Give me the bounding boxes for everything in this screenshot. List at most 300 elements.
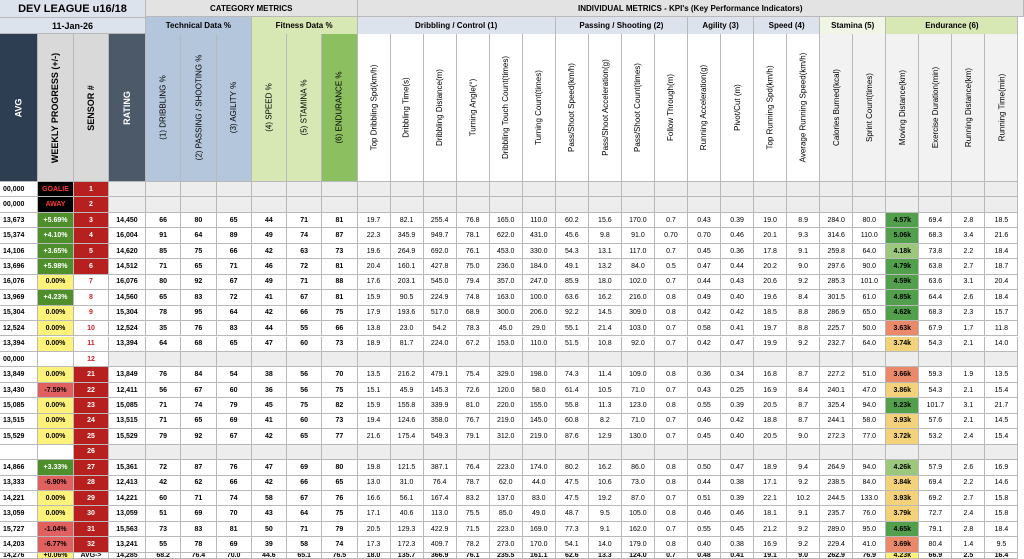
column-header-label: RATING: [122, 90, 132, 125]
weekly-progress-total: +0.06%: [38, 553, 74, 559]
kpi-value: 17.9: [358, 306, 391, 321]
kpi-value: 10.8: [589, 337, 622, 352]
kpi-average: 9.0: [787, 553, 820, 559]
kpi-value: [721, 445, 754, 460]
kpi-value: 60.8: [556, 414, 589, 429]
kpi-value: 329.0: [490, 367, 523, 382]
kpi-value: 76.4: [457, 460, 490, 475]
kpi-value: [919, 182, 952, 197]
kpi-value: 264.9: [820, 460, 853, 475]
column-header: [655, 34, 688, 182]
column-header-label: Sprint Count(times): [864, 73, 874, 142]
kpi-value: 45.0: [490, 321, 523, 336]
category-value: [252, 182, 287, 197]
kpi-value: 4.62k: [886, 306, 919, 321]
kpi-value: 44.0: [523, 476, 556, 491]
kpi-value: [688, 352, 721, 367]
kpi-value: 0.42: [721, 414, 754, 429]
kpi-average: 76.1: [457, 553, 490, 559]
column-header: [109, 34, 146, 182]
avg-arrow-label: AVG->: [74, 553, 109, 559]
kpi-value: 120.0: [490, 383, 523, 398]
kpi-value: 18.7: [985, 259, 1018, 274]
kpi-value: 8.7: [787, 367, 820, 382]
category-value: 71: [146, 414, 181, 429]
kpi-value: 3.63k: [886, 321, 919, 336]
kpi-value: 80.2: [556, 460, 589, 475]
kpi-value: [688, 197, 721, 212]
kpi-value: [655, 197, 688, 212]
rating-value: 14,620: [109, 244, 146, 259]
avg-value: 12,524: [0, 321, 38, 336]
kpi-value: 101.0: [853, 275, 886, 290]
kpi-value: 19.4: [358, 414, 391, 429]
kpi-value: 105.0: [622, 506, 655, 521]
kpi-value: 0.7: [655, 275, 688, 290]
category-value: 76: [322, 491, 357, 506]
kpi-value: 264.9: [391, 244, 424, 259]
rating-value: 16,076: [109, 275, 146, 290]
category-value: 76: [217, 460, 252, 475]
column-header-label: Average Running Speed(km/h): [798, 52, 808, 163]
category-value: 74: [287, 228, 322, 243]
category-value: 85: [146, 244, 181, 259]
category-value: 71: [146, 259, 181, 274]
kpi-value: [523, 197, 556, 212]
sheet-date: 11-Jan-26: [0, 18, 146, 34]
kpi-value: 10.6: [589, 476, 622, 491]
kpi-value: 0.8: [655, 398, 688, 413]
column-header-label: (3) AGILITY %: [229, 81, 239, 134]
kpi-value: 5.23k: [886, 398, 919, 413]
kpi-value: 3.86k: [886, 383, 919, 398]
sensor-number: 23: [74, 398, 109, 413]
kpi-value: 91.0: [622, 228, 655, 243]
sensor-number: 22: [74, 383, 109, 398]
kpi-average: 76.9: [853, 553, 886, 559]
kpi-value: 19.8: [358, 460, 391, 475]
weekly-progress: 0.00%: [38, 306, 74, 321]
category-value: 69: [287, 460, 322, 475]
kpi-value: 9.1: [589, 522, 622, 537]
column-header-label: Turning Angle(°): [468, 78, 478, 137]
kpi-value: [358, 197, 391, 212]
kpi-value: 82.1: [391, 213, 424, 228]
avg-value: 13,515: [0, 414, 38, 429]
category-value: [287, 352, 322, 367]
kpi-value: [490, 182, 523, 197]
category-average: 65.1: [287, 553, 322, 559]
category-value: 66: [322, 321, 357, 336]
kpi-value: 16.2: [589, 290, 622, 305]
column-header: [787, 34, 820, 182]
category-value: 79: [217, 398, 252, 413]
kpi-value: 179.0: [622, 537, 655, 552]
column-header-label: (6) ENDURANCE %: [334, 71, 344, 144]
kpi-value: 83.0: [523, 491, 556, 506]
kpi-value: 0.40: [721, 290, 754, 305]
kpi-value: [622, 445, 655, 460]
kpi-value: 45.9: [391, 383, 424, 398]
column-header-label: Exercise Duration(min): [930, 66, 940, 149]
kpi-value: 49.1: [556, 259, 589, 274]
kpi-value: 68.3: [919, 306, 952, 321]
kpi-value: [853, 197, 886, 212]
category-value: 47: [252, 337, 287, 352]
weekly-progress: 0.00%: [38, 506, 74, 521]
kpi-value: 94.0: [853, 460, 886, 475]
kpi-value: 9.2: [787, 275, 820, 290]
category-value: 36: [252, 383, 287, 398]
kpi-value: 235.7: [820, 506, 853, 521]
sensor-number: 4: [74, 228, 109, 243]
weekly-progress: +4.10%: [38, 228, 74, 243]
kpi-value: [556, 197, 589, 212]
kpi-value: 58.0: [523, 383, 556, 398]
rating-value: [109, 197, 146, 212]
column-header: [886, 34, 919, 182]
kpi-value: [523, 182, 556, 197]
column-header: [424, 34, 457, 182]
kpi-value: 20.1: [754, 228, 787, 243]
category-value: 92: [181, 429, 216, 444]
kpi-value: 5.06k: [886, 228, 919, 243]
kpi-average: 0.7: [655, 553, 688, 559]
kpi-value: 81.7: [391, 337, 424, 352]
kpi-value: [391, 182, 424, 197]
avg-value: 14,221: [0, 491, 38, 506]
kpi-value: 0.44: [688, 476, 721, 491]
kpi-value: 0.38: [721, 476, 754, 491]
kpi-value: [820, 182, 853, 197]
kpi-value: 18.4: [985, 522, 1018, 537]
kpi-value: 2.6: [952, 290, 985, 305]
category-value: 67: [217, 275, 252, 290]
avg-value: 14,866: [0, 460, 38, 475]
kpi-value: 0.7: [655, 383, 688, 398]
kpi-value: 0.8: [655, 460, 688, 475]
kpi-value: 297.6: [820, 259, 853, 274]
kpi-average: 13.3: [589, 553, 622, 559]
kpi-value: 18.5: [985, 213, 1018, 228]
column-header-label: Running Distance(km): [963, 67, 973, 148]
kpi-value: [787, 352, 820, 367]
category-value: 72: [217, 290, 252, 305]
kpi-value: 2.7: [952, 491, 985, 506]
kpi-value: 54.3: [919, 383, 952, 398]
kpi-value: 8.4: [787, 383, 820, 398]
category-value: 74: [217, 491, 252, 506]
category-value: 46: [252, 259, 287, 274]
kpi-value: 94.0: [853, 398, 886, 413]
kpi-value: 102.0: [622, 275, 655, 290]
avg-value: 13,430: [0, 383, 38, 398]
column-header: [74, 34, 109, 182]
kpi-value: 16.6: [358, 491, 391, 506]
kpi-value: 2.2: [952, 244, 985, 259]
column-header-label: Turning Count(times): [534, 70, 544, 145]
kpi-value: [556, 182, 589, 197]
kpi-value: 0.5: [655, 259, 688, 274]
category-metrics-header: CATEGORY METRICS: [146, 0, 358, 17]
kpi-value: 64.0: [853, 244, 886, 259]
kpi-value: [358, 352, 391, 367]
category-value: 76: [181, 321, 216, 336]
kpi-value: 72.7: [919, 506, 952, 521]
kpi-value: 1.7: [952, 321, 985, 336]
category-value: 42: [252, 244, 287, 259]
kpi-value: 78.7: [457, 476, 490, 491]
kpi-value: 71.5: [457, 522, 490, 537]
kpi-value: 14.0: [589, 537, 622, 552]
kpi-value: [655, 352, 688, 367]
kpi-value: [358, 445, 391, 460]
rating-value: 15,361: [109, 460, 146, 475]
kpi-average: 62.6: [556, 553, 589, 559]
kpi-value: 227.2: [820, 367, 853, 382]
category-value: [181, 182, 216, 197]
kpi-value: 339.9: [424, 398, 457, 413]
kpi-value: 453.0: [490, 244, 523, 259]
avg-value: 00,000: [0, 352, 38, 367]
kpi-value: 0.8: [655, 306, 688, 321]
kpi-value: 110.0: [523, 213, 556, 228]
column-header-label: Pass/Shoot Count(times): [633, 63, 643, 152]
kpi-value: 9.1: [787, 506, 820, 521]
kpi-value: 545.0: [424, 275, 457, 290]
category-value: 49: [252, 275, 287, 290]
kpi-average: 366.9: [424, 553, 457, 559]
kpi-value: 244.1: [820, 414, 853, 429]
kpi-value: 0.49: [688, 290, 721, 305]
category-value: 64: [217, 306, 252, 321]
kpi-value: 13.5: [985, 367, 1018, 382]
category-value: [322, 197, 357, 212]
category-value: [181, 445, 216, 460]
kpi-value: 69.2: [919, 491, 952, 506]
category-value: 64: [146, 337, 181, 352]
kpi-value: 3.74k: [886, 337, 919, 352]
column-header: [721, 34, 754, 182]
kpi-value: 76.1: [457, 244, 490, 259]
kpi-average: 0.41: [721, 553, 754, 559]
column-header-label: Dribbling Touch Count(times): [501, 55, 511, 160]
column-header-label: Dribbling Distance(m): [435, 69, 445, 146]
weekly-progress: +5.69%: [38, 213, 74, 228]
category-value: 45: [252, 398, 287, 413]
kpi-value: 76.8: [457, 213, 490, 228]
category-value: 56: [287, 383, 322, 398]
kpi-value: 0.45: [721, 522, 754, 537]
rating-value: 14,560: [109, 290, 146, 305]
kpi-group-header: Stamina (5): [820, 17, 886, 35]
column-header-label: (2) PASSING / SHOOTING %: [193, 54, 203, 161]
kpi-value: 15.7: [985, 306, 1018, 321]
kpi-average: 16.4: [985, 553, 1018, 559]
kpi-value: 8.7: [787, 414, 820, 429]
kpi-value: [424, 182, 457, 197]
rating-value: 14,512: [109, 259, 146, 274]
kpi-value: [919, 197, 952, 212]
kpi-value: 0.8: [655, 537, 688, 552]
kpi-value: 0.42: [721, 306, 754, 321]
category-value: 67: [287, 491, 322, 506]
weekly-progress: AWAY: [38, 197, 74, 212]
kpi-value: 51.5: [556, 337, 589, 352]
kpi-value: 219.0: [523, 429, 556, 444]
kpi-value: 9.5: [589, 506, 622, 521]
category-value: 74: [322, 537, 357, 552]
kpi-value: 15.8: [985, 506, 1018, 521]
category-average: 68.2: [146, 553, 181, 559]
category-value: 42: [252, 476, 287, 491]
column-header: [985, 34, 1018, 182]
weekly-progress: 0.00%: [38, 414, 74, 429]
sensor-number: 8: [74, 290, 109, 305]
category-value: [287, 182, 322, 197]
sensor-number: 6: [74, 259, 109, 274]
rating-value: 12,411: [109, 383, 146, 398]
column-header-label: Pass/Shoot Speed(km/h): [567, 63, 577, 152]
kpi-value: 0.8: [655, 506, 688, 521]
kpi-value: 21.6: [985, 228, 1018, 243]
avg-value: 15,085: [0, 398, 38, 413]
category-value: 75: [287, 398, 322, 413]
kpi-value: 13.1: [589, 244, 622, 259]
kpi-value: 54.1: [556, 537, 589, 552]
avg-value: 13,696: [0, 259, 38, 274]
category-value: 76: [146, 367, 181, 382]
category-value: 71: [217, 259, 252, 274]
kpi-value: 23.0: [391, 321, 424, 336]
category-value: [322, 445, 357, 460]
kpi-value: 95.0: [853, 522, 886, 537]
kpi-value: 20.5: [754, 429, 787, 444]
kpi-value: 21.4: [589, 321, 622, 336]
kpi-value: 4.18k: [886, 244, 919, 259]
kpi-value: 203.1: [391, 275, 424, 290]
kpi-value: 51.0: [853, 367, 886, 382]
kpi-value: 72.6: [457, 383, 490, 398]
kpi-value: 220.0: [490, 398, 523, 413]
kpi-value: 165.0: [490, 213, 523, 228]
kpi-value: 103.0: [622, 321, 655, 336]
kpi-value: 155.0: [523, 398, 556, 413]
column-header-label: SENSOR #: [86, 84, 97, 131]
kpi-value: 92.2: [556, 306, 589, 321]
kpi-value: 1.9: [952, 367, 985, 382]
rating-value: 14,221: [109, 491, 146, 506]
kpi-value: 8.8: [787, 306, 820, 321]
kpi-average: 235.5: [490, 553, 523, 559]
rating-value: 13,241: [109, 537, 146, 552]
kpi-value: 232.7: [820, 337, 853, 352]
kpi-value: [952, 352, 985, 367]
sensor-number: 25: [74, 429, 109, 444]
category-value: 71: [287, 275, 322, 290]
sensor-number: 11: [74, 337, 109, 352]
category-value: 64: [181, 228, 216, 243]
category-value: 42: [252, 306, 287, 321]
kpi-value: 4.65k: [886, 522, 919, 537]
kpi-value: 0.47: [688, 259, 721, 274]
category-value: 84: [181, 367, 216, 382]
category-value: 73: [322, 414, 357, 429]
kpi-value: 0.47: [721, 337, 754, 352]
kpi-value: [424, 352, 457, 367]
category-value: 72: [287, 259, 322, 274]
kpi-value: 11.8: [985, 321, 1018, 336]
category-value: 79: [322, 522, 357, 537]
category-value: 69: [217, 414, 252, 429]
kpi-average: 18.0: [358, 553, 391, 559]
kpi-value: 8.8: [787, 321, 820, 336]
kpi-value: [490, 352, 523, 367]
category-value: 42: [252, 429, 287, 444]
kpi-value: 17.1: [754, 476, 787, 491]
avg-value: 13,849: [0, 367, 38, 382]
category-value: 78: [181, 537, 216, 552]
category-value: 95: [181, 306, 216, 321]
kpi-value: 71.0: [622, 414, 655, 429]
kpi-value: 81.0: [457, 398, 490, 413]
kpi-value: 9.4: [787, 460, 820, 475]
kpi-value: 20.6: [754, 275, 787, 290]
kpi-value: 21.6: [358, 429, 391, 444]
kpi-value: 0.42: [688, 337, 721, 352]
category-value: 66: [217, 476, 252, 491]
rating-value: 13,849: [109, 367, 146, 382]
kpi-value: 172.3: [391, 537, 424, 552]
individual-metrics-header: INDIVIDUAL METRICS - KPI's (Key Performance Indicators): [358, 0, 1024, 17]
kpi-average: 19.1: [754, 553, 787, 559]
rating-value: [109, 182, 146, 197]
rating-value: 16,004: [109, 228, 146, 243]
kpi-value: 0.46: [688, 414, 721, 429]
kpi-value: [787, 445, 820, 460]
kpi-value: 223.0: [490, 522, 523, 537]
column-header: [919, 34, 952, 182]
kpi-value: 170.0: [622, 213, 655, 228]
kpi-value: [622, 182, 655, 197]
kpi-value: 12.9: [589, 429, 622, 444]
kpi-value: 20.2: [754, 259, 787, 274]
category-value: 80: [322, 460, 357, 475]
kpi-value: 85.0: [490, 506, 523, 521]
kpi-value: 0.36: [688, 367, 721, 382]
kpi-value: 0.45: [688, 429, 721, 444]
kpi-value: 76.4: [424, 476, 457, 491]
kpi-value: 2.7: [952, 259, 985, 274]
kpi-value: 301.5: [820, 290, 853, 305]
kpi-value: 48.7: [556, 506, 589, 521]
kpi-value: 314.6: [820, 228, 853, 243]
kpi-value: 0.38: [721, 537, 754, 552]
kpi-value: 18.4: [985, 290, 1018, 305]
category-value: 75: [322, 306, 357, 321]
kpi-value: 229.4: [820, 537, 853, 552]
avg-value: 15,529: [0, 429, 38, 444]
kpi-value: [952, 182, 985, 197]
kpi-value: [391, 197, 424, 212]
kpi-value: 1.4: [952, 537, 985, 552]
kpi-value: 4.85k: [886, 290, 919, 305]
kpi-value: 153.0: [490, 337, 523, 352]
kpi-value: 55.1: [556, 321, 589, 336]
kpi-value: 64.0: [853, 337, 886, 352]
kpi-value: 0.7: [655, 321, 688, 336]
kpi-value: [985, 445, 1018, 460]
